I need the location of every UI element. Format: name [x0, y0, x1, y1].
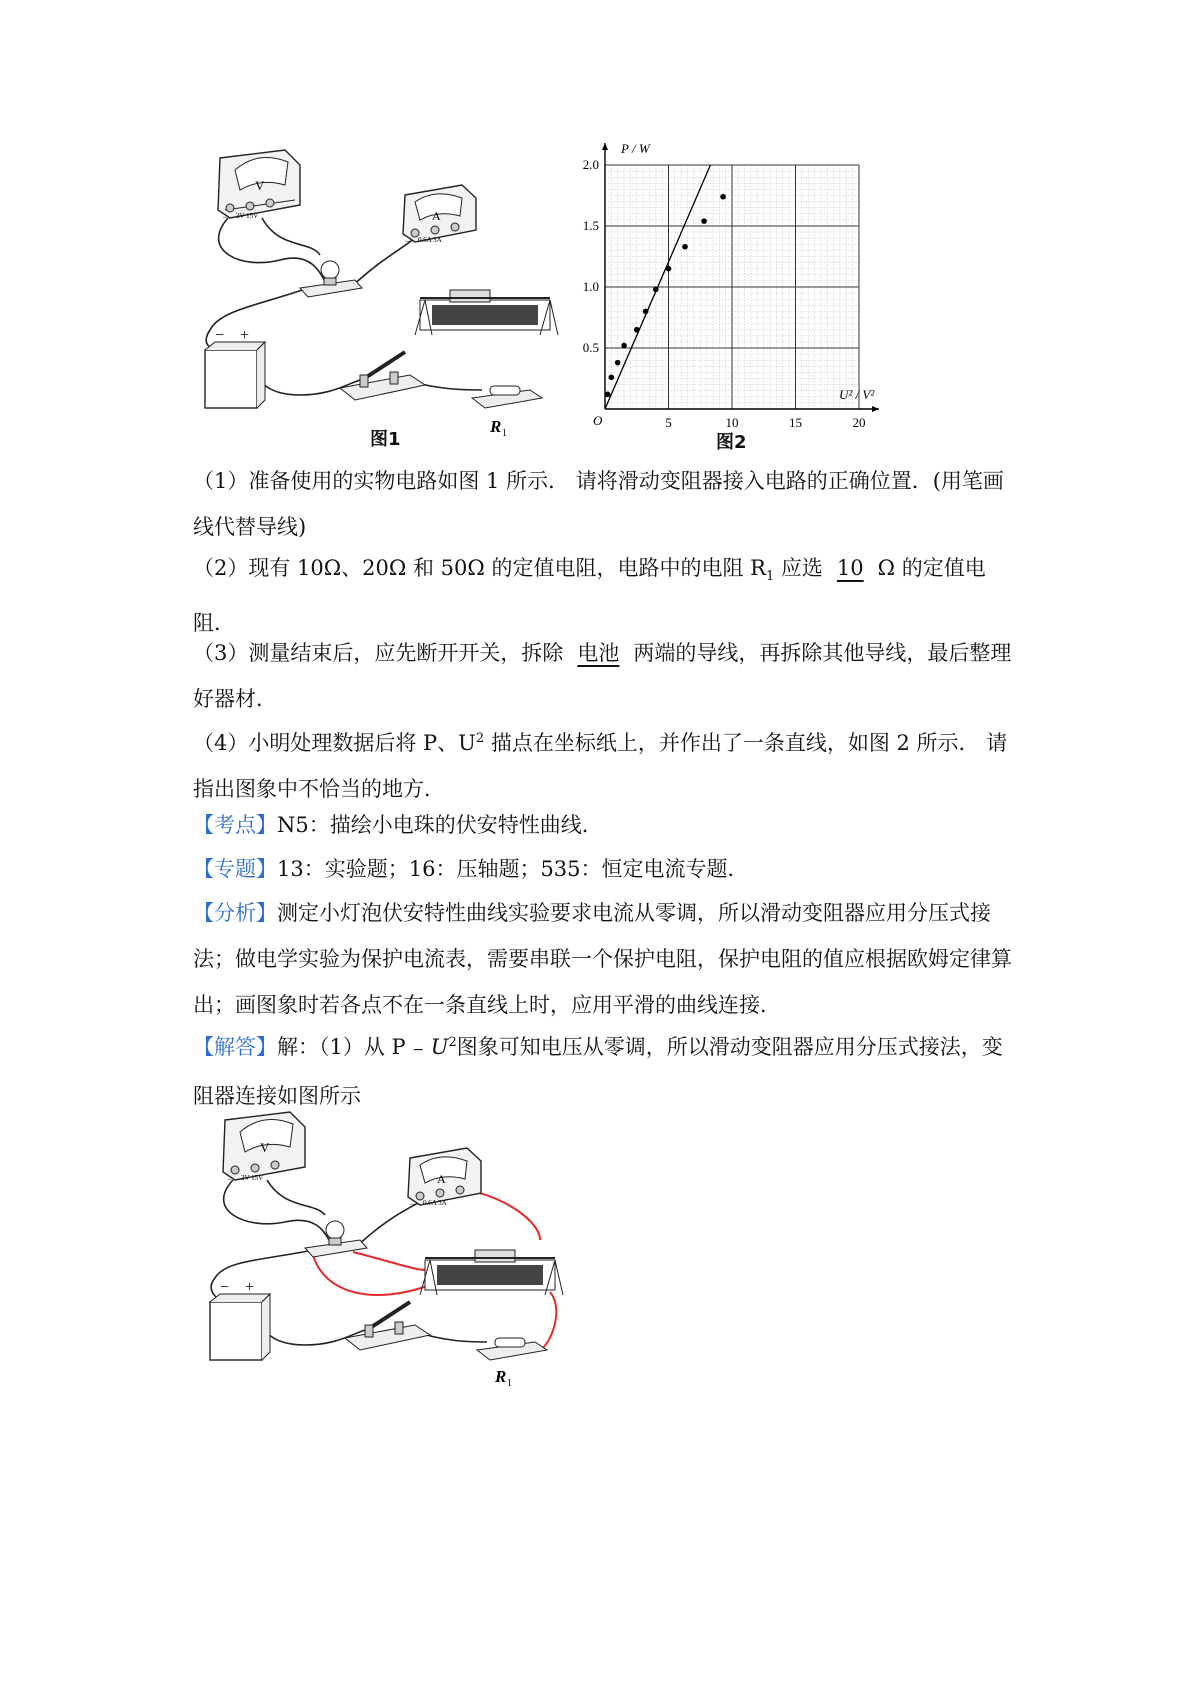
answer-blank: 电池	[577, 641, 620, 665]
x-axis-label: U² / V²	[839, 387, 875, 402]
svg-text:−: −	[405, 236, 411, 246]
y-axis-arrow	[602, 143, 608, 150]
y-tick-label: 0.5	[582, 340, 599, 355]
question-2: （2）现有 10Ω、20Ω 和 50Ω 的定值电阻，电路中的电阻 $R_1$ 应选 10 Ω 的定值电阻．	[193, 545, 1023, 646]
kaodian: 【考点】N5：描绘小电珠的伏安特性曲线．	[193, 813, 603, 837]
data-point	[609, 374, 615, 380]
ammeter	[408, 1148, 481, 1209]
svg-text:0.6A 3A: 0.6A 3A	[418, 236, 442, 244]
question-3: （3）测量结束后，应先断开开关，拆除 电池 两端的导线，再拆除其他导线，最后整理好器材．	[193, 630, 1023, 722]
data-point	[653, 287, 659, 293]
data-point	[682, 244, 688, 250]
data-point	[634, 327, 640, 333]
data-point	[701, 218, 707, 224]
question-4: （4）小明处理数据后将 P、$U^2$ 描点在坐标纸上，并作出了一条直线，如图 2 所示． 请指出图象中不恰当的地方．	[193, 731, 1008, 801]
jieda: 【解答】解：（1）从 $P - U^2$图象可知电压从零调，所以滑动变阻器应用分压式接法，变阻器连接如图所示	[193, 1035, 1003, 1108]
zhuanti: 【专题】13：实验题；16：压轴题；535：恒定电流专题．	[193, 857, 749, 881]
x-axis-arrow	[872, 406, 879, 412]
svg-text:3V 15V: 3V 15V	[241, 1174, 264, 1182]
svg-text:−: −	[215, 327, 225, 344]
y-tick-label: 2.0	[582, 157, 599, 172]
svg-text:0.6A 3A: 0.6A 3A	[423, 1199, 447, 1207]
fenxi: 【分析】测定小灯泡伏安特性曲线实验要求电流从零调，所以滑动变阻器应用分压式接法；做电学实验为保护电流表，需要串联一个保护电阻，保护电阻的值应根据欧姆定律算出；画图象时若各点不在一条直线上时，应用平滑的曲线连接．	[193, 901, 1012, 1017]
data-point	[615, 360, 621, 366]
svg-text:V: V	[255, 178, 265, 193]
data-point	[605, 392, 611, 398]
svg-text:+: +	[245, 1279, 255, 1296]
svg-text:−: −	[410, 1199, 416, 1209]
x-tick-label: 20	[852, 415, 866, 430]
origin-label: O	[593, 413, 603, 428]
resistor-r1	[472, 386, 542, 439]
rheostat	[420, 1250, 563, 1295]
svg-text:−: −	[220, 1279, 230, 1296]
y-tick-label: 1.0	[582, 279, 599, 294]
data-point	[720, 194, 726, 200]
figure3-answer-circuit	[205, 1110, 585, 1410]
svg-text:1: 1	[502, 428, 507, 439]
rheostat	[415, 290, 558, 335]
answer-blank: 10	[836, 556, 864, 580]
data-point	[621, 343, 627, 349]
svg-text:A: A	[432, 209, 441, 223]
figure2-caption: 图2	[716, 432, 747, 453]
svg-text:1: 1	[507, 1378, 512, 1389]
zhuanti-tag: 【专题】	[193, 857, 277, 881]
voltmeter	[218, 150, 300, 222]
resistor-r1	[477, 1338, 547, 1389]
figure2-chart	[575, 135, 905, 450]
lamp	[300, 261, 362, 297]
svg-text:A: A	[437, 1172, 446, 1186]
lamp	[305, 1221, 367, 1257]
fenxi-tag: 【分析】	[193, 901, 277, 925]
figure1-circuit	[200, 140, 580, 470]
figure1-caption: 图1	[370, 429, 401, 450]
switch	[345, 1302, 430, 1350]
x-tick-label: 10	[725, 415, 739, 430]
battery	[205, 327, 265, 408]
jieda-tag: 【解答】	[193, 1035, 277, 1059]
svg-text:3V 15V: 3V 15V	[236, 212, 259, 220]
svg-text:R: R	[490, 417, 502, 436]
switch	[340, 352, 425, 400]
svg-text:+: +	[240, 327, 250, 344]
x-tick-label: 15	[789, 415, 802, 430]
kaodian-tag: 【考点】	[193, 813, 277, 837]
y-tick-label: 1.5	[582, 218, 599, 233]
svg-text:V: V	[260, 1140, 270, 1155]
svg-text:R: R	[495, 1367, 507, 1386]
battery	[210, 1279, 270, 1360]
svg-text:−: −	[222, 212, 228, 222]
svg-text:−: −	[227, 1174, 233, 1184]
y-axis-label: P / W	[621, 141, 650, 156]
data-point	[643, 309, 649, 315]
voltmeter	[223, 1112, 305, 1184]
ammeter	[403, 185, 476, 246]
data-point	[666, 266, 672, 272]
x-tick-label: 5	[665, 415, 672, 430]
question-1: （1）准备使用的实物电路如图 1 所示． 请将滑动变阻器接入电路的正确位置．(用笔画线代替导线)	[193, 469, 1004, 539]
